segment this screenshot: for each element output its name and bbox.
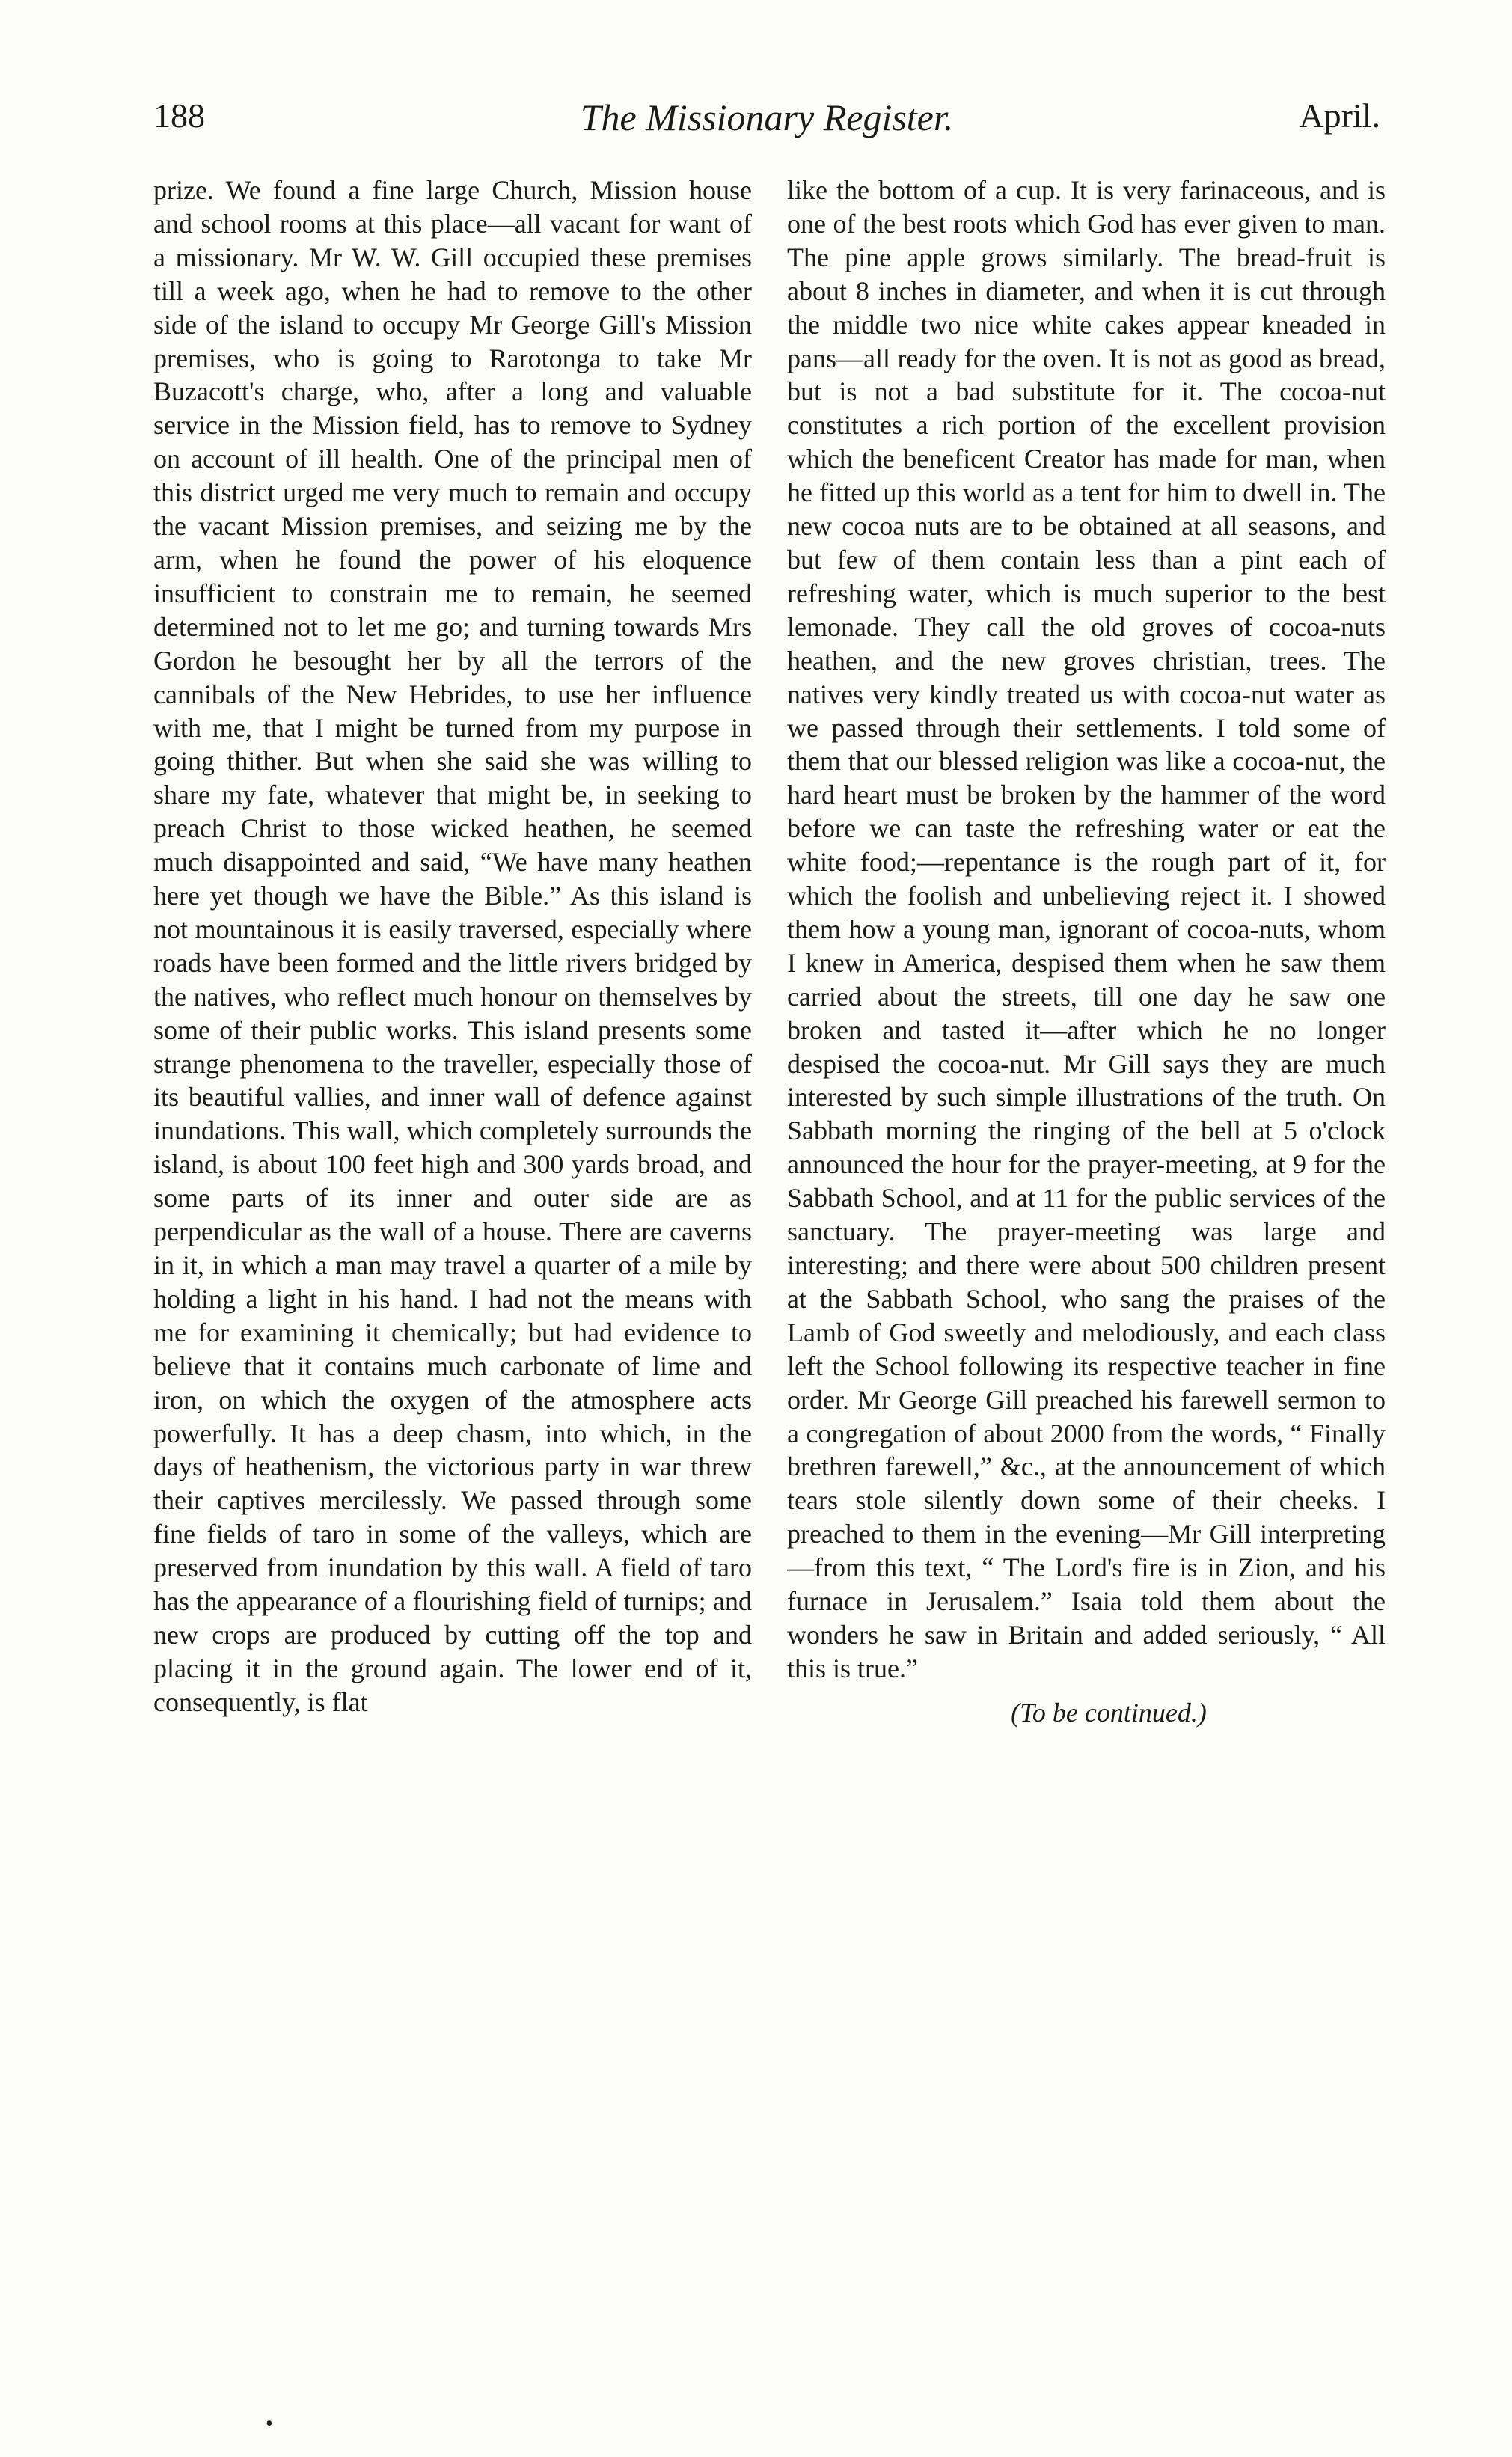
- continued-note: (To be continued.): [1011, 1697, 1207, 1728]
- left-column: [153, 174, 752, 2358]
- left-column-text: prize. We found a fine large Church, Mission house and school rooms at this place—all vacant for want of a missionary. Mr W. W. Gill occupied these premises till a week ago, when he had to remove to the other side of the island to occupy Mr George Gill's Mission premises, who is going to Rarotonga to take Mr Buzacott's charge, who, after a long and valuable service in the Mission field, has to remove to Sydney on account of ill health. One of the principal men of this district urged me very much to remain and occupy the vacant Mission premises, and seizing me by the arm, when he found the power of his eloquence insufficient to constrain me to remain, he seemed determined not to let me go; and turning towards Mrs Gordon he besought her by all the terrors of the cannibals of the New Hebrides, to use her influence with me, that I might be turned from my purpose in going thither. But when she said she was willing to share my fate, whatever that might be, in seeking to preach Christ to those wicked heathen, he seemed much disappointed and said, “We have many heathen here yet though we have the Bible.” As this island is not mountainous it is easily traversed, especially where roads have been formed and the little rivers bridged by the natives, who reflect much honour on themselves by some of their public works. This island presents some strange phenomena to the traveller, especially those of its beautiful vallies, and inner wall of defence against inundations. This wall, which completely surrounds the island, is about 100 feet high and 300 yards broad, and some parts of its inner and outer side are as perpendicular as the wall of a house. There are caverns in it, in which a man may travel a quarter of a mile by holding a light in his hand. I had not the means with me for examining it chemically; but had evidence to believe that it contains much carbonate of lime and iron, on which the oxygen of the atmosphere acts powerfully. It has a deep chasm, into which, in the days of heathenism, the victorious party in war threw their captives mercilessly. We passed through some fine fields of taro in some of the valleys, which are preserved from inundation by this wall. A field of taro has the appearance of a flourishing field of turnips; and new crops are produced by cutting off the top and placing it in the ground again. The lower end of it, consequently, is flat: [153, 175, 752, 1717]
- footer-mark: •: [266, 2412, 273, 2435]
- running-header: [153, 96, 1380, 148]
- issue-month: April.: [1299, 97, 1380, 135]
- right-column-text: like the bottom of a cup. It is very farinaceous, and is one of the best roots which God has ever given to man. The pine apple grows similarly. The bread-fruit is about 8 inches in diameter, and when it is cut through the middle two nice white cakes appear kneaded in pans—all ready for the oven. It is not as good as bread, but is not a bad substitute for it. The cocoa-nut constitutes a rich portion of the excellent provision which the beneficent Creator has made for man, when he fitted up this world as a tent for him to dwell in. The new cocoa nuts are to be obtained at all seasons, and but few of them contain less than a pint each of refreshing water, which is much superior to the best lemonade. They call the old groves of cocoa-nuts heathen, and the new groves christian, trees. The natives very kindly treated us with cocoa-nut water as we passed through their settlements. I told some of them that our blessed religion was like a cocoa-nut, the hard heart must be broken by the hammer of the word before we can taste the refreshing water or eat the white food;—repentance is the rough part of it, for which the foolish and unbelieving reject it. I showed them how a young man, ignorant of cocoa-nuts, whom I knew in America, despised them when he saw them carried about the streets, till one day he saw one broken and tasted it—after which he no longer despised the cocoa-nut. Mr Gill says they are much interested by such simple illustrations of the truth. On Sabbath morning the ringing of the bell at 5 o'clock announced the hour for the prayer-meeting, at 9 for the Sabbath School, and at 11 for the public services of the sanctuary. The prayer-meeting was large and interesting; and there were about 500 children present at the Sabbath School, who sang the praises of the Lamb of God sweetly and melodiously, and each class left the School following its respective teacher in fine order. Mr George Gill preached his farewell sermon to a congregation of about 2000 from the words, “ Finally brethren farewell,” &c., at the announcement of which tears stole silently down some of their cheeks. I preached to them in the evening—Mr Gill interpreting—from this text, “ The Lord's fire is in Zion, and his furnace in Jerusalem.” Isaia told them about the wonders he saw in Britain and added seriously, “ All this is true.”: [787, 175, 1386, 1683]
- journal-title: The Missionary Register.: [580, 97, 954, 138]
- page-number: 188: [153, 97, 205, 135]
- right-column: [787, 174, 1386, 2358]
